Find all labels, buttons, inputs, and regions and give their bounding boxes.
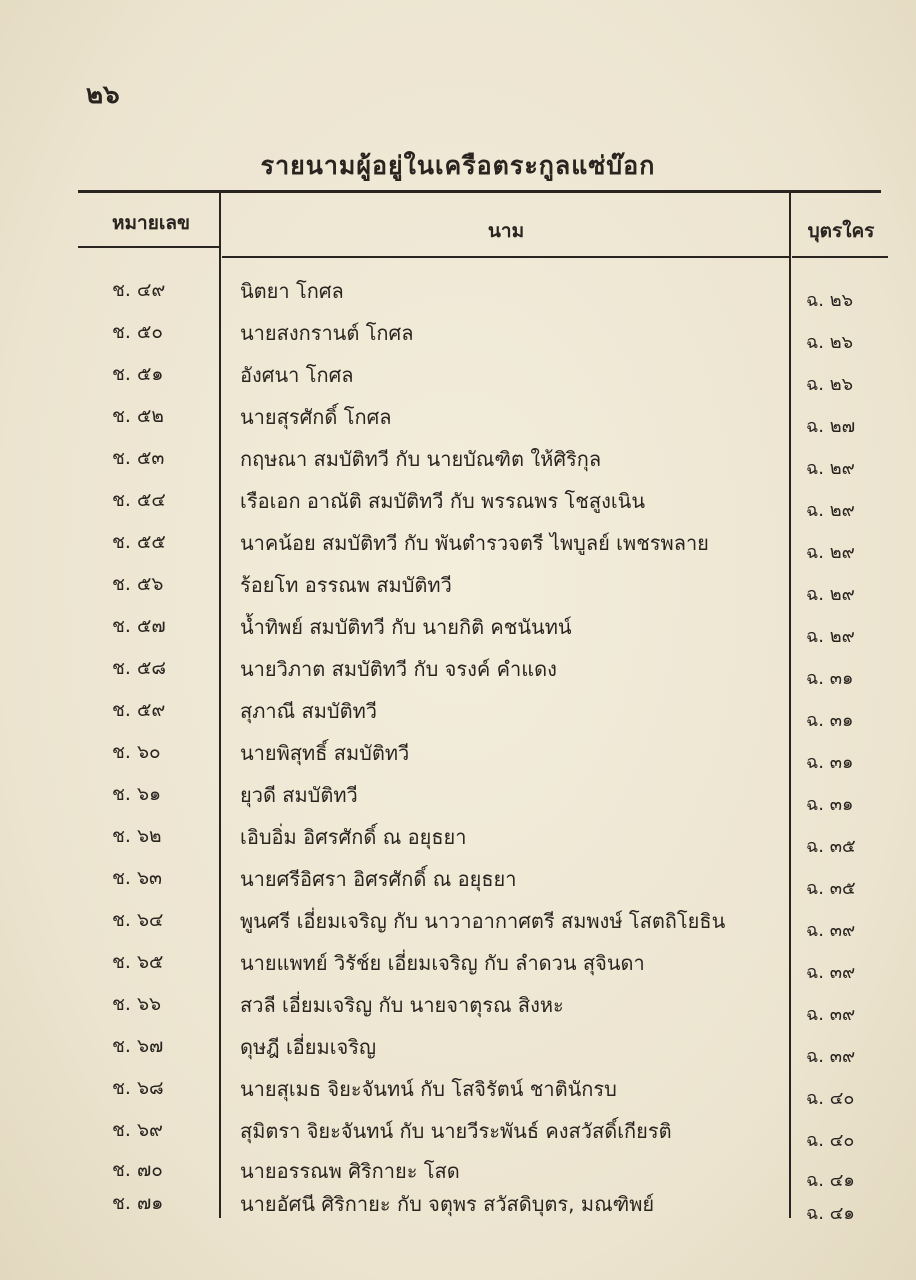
row-name: เอิบอิ่ม อิศรศักดิ์ ณ อยุธยา — [240, 825, 467, 849]
row-id: ช. ๖๑ — [112, 783, 162, 805]
row-name: ดุษฎี เอี่ยมเจริญ — [240, 1035, 377, 1059]
row-child-of: ฉ. ๓๑ — [806, 668, 854, 689]
row-id: ช. ๔๙ — [112, 279, 166, 301]
row-child-of: ฉ. ๒๖ — [806, 374, 853, 395]
row-child-of: ฉ. ๒๙ — [806, 626, 855, 647]
table-row — [0, 401, 916, 443]
header-rule-right — [792, 256, 888, 258]
row-name: กฤษณา สมบัติทวี กับ นายบัณฑิต ให้ศิริกุล — [240, 447, 602, 471]
row-name: นายอรรณพ ศิริกายะ โสด — [240, 1159, 460, 1183]
row-id: ช. ๗๑ — [112, 1192, 164, 1214]
row-name: น้ำทิพย์ สมบัติทวี กับ นายกิติ คชนันทน์ — [240, 615, 572, 639]
row-name: นายสุเมธ จิยะจันทน์ กับ โสจิรัตน์ ชาตินักรบ — [240, 1077, 617, 1101]
row-child-of: ฉ. ๒๙ — [806, 542, 855, 563]
row-name: ร้อยโท อรรณพ สมบัติทวี — [240, 573, 452, 597]
row-child-of: ฉ. ๓๙ — [806, 962, 856, 983]
header-rule-main — [222, 256, 790, 258]
row-child-of: ฉ. ๓๑ — [806, 710, 854, 731]
row-child-of: ฉ. ๒๙ — [806, 458, 855, 479]
table-row — [0, 611, 916, 653]
page-number: ๒๖ — [86, 80, 120, 110]
table-row — [0, 317, 916, 359]
row-child-of: ฉ. ๓๑ — [806, 794, 854, 815]
row-child-of: ฉ. ๒๙ — [806, 584, 855, 605]
row-name: นายวิภาต สมบัติทวี กับ จรงค์ คำแดง — [240, 657, 557, 681]
table-row — [0, 737, 916, 779]
row-id: ช. ๕๕ — [112, 531, 166, 553]
row-id: ช. ๗๐ — [112, 1159, 163, 1181]
table-row — [0, 1073, 916, 1115]
header-id: หมายเลข — [112, 212, 190, 234]
row-name: เรือเอก อาณัติ สมบัติทวี กับ พรรณพร โชสูงเนิน — [240, 489, 646, 513]
table-row — [0, 275, 916, 317]
row-id: ช. ๖๐ — [112, 741, 161, 763]
table-row — [0, 1188, 916, 1230]
row-id: ช. ๖๒ — [112, 825, 162, 847]
row-child-of: ฉ. ๓๑ — [806, 752, 854, 773]
row-name: นายศรีอิศรา อิศรศักดิ์ ณ อยุธยา — [240, 867, 517, 891]
row-id: ช. ๕๖ — [112, 573, 164, 595]
table-row — [0, 779, 916, 821]
row-child-of: ฉ. ๔๐ — [806, 1130, 855, 1151]
row-name: นายสงกรานต์ โกศล — [240, 321, 414, 345]
table-top-rule — [78, 190, 881, 193]
row-name: อังศนา โกศล — [240, 363, 354, 387]
header-rule-left — [78, 246, 220, 248]
table-row — [0, 527, 916, 569]
row-id: ช. ๖๗ — [112, 1035, 164, 1057]
row-id: ช. ๕๗ — [112, 615, 166, 637]
table-row — [0, 569, 916, 611]
table-row — [0, 443, 916, 485]
row-child-of: ฉ. ๒๗ — [806, 416, 856, 437]
table-row — [0, 653, 916, 695]
row-child-of: ฉ. ๔๑ — [806, 1170, 855, 1191]
row-name: พูนศรี เอี่ยมเจริญ กับ นาวาอากาศตรี สมพงษ์ โสตถิโยธิน — [240, 909, 726, 933]
row-child-of: ฉ. ๓๕ — [806, 836, 856, 857]
page-title: รายนามผู้อยู่ในเครือตระกูลแซ่บ๊อก — [260, 151, 656, 180]
row-name: นาคน้อย สมบัติทวี กับ พันตำรวจตรี ไพบูลย์ เพชรพลาย — [240, 531, 709, 555]
row-id: ช. ๕๙ — [112, 699, 166, 721]
table-row — [0, 695, 916, 737]
row-name: นายแพทย์ วิรัช์ย เอี่ยมเจริญ กับ ลำดวน สุจินดา — [240, 951, 645, 975]
row-child-of: ฉ. ๒๖ — [806, 290, 853, 311]
row-child-of: ฉ. ๒๖ — [806, 332, 853, 353]
header-child-of: บุตรใคร — [807, 220, 875, 242]
row-name: สุภาณี สมบัติทวี — [240, 699, 378, 723]
row-id: ช. ๖๔ — [112, 909, 164, 931]
row-name: สวลี เอี่ยมเจริญ กับ นายจาตุรณ สิงหะ — [240, 993, 564, 1017]
table-row — [0, 947, 916, 989]
table-row — [0, 1115, 916, 1157]
table-row — [0, 359, 916, 401]
row-child-of: ฉ. ๓๙ — [806, 920, 856, 941]
row-id: ช. ๕๔ — [112, 489, 166, 511]
row-child-of: ฉ. ๓๕ — [806, 878, 856, 899]
header-name: นาม — [487, 220, 525, 242]
table-row — [0, 1031, 916, 1073]
row-name: นายอัศนี ศิริกายะ กับ จตุพร สวัสดิบุตร, มณฑิพย์ — [240, 1192, 655, 1216]
table-row — [0, 905, 916, 947]
table-row — [0, 485, 916, 527]
row-id: ช. ๖๖ — [112, 993, 162, 1015]
row-id: ช. ๕๑ — [112, 363, 164, 385]
row-child-of: ฉ. ๒๙ — [806, 500, 855, 521]
row-child-of: ฉ. ๔๑ — [806, 1203, 855, 1224]
row-name: ยุวดี สมบัติทวี — [240, 783, 358, 807]
table-row — [0, 863, 916, 905]
row-name: นิตยา โกศล — [240, 279, 344, 303]
row-id: ช. ๕๒ — [112, 405, 164, 427]
table-row — [0, 989, 916, 1031]
row-name: นายสุรศักดิ์ โกศล — [240, 405, 392, 429]
row-id: ช. ๖๕ — [112, 951, 164, 973]
row-name: นายพิสุทธิ์ สมบัติทวี — [240, 741, 410, 765]
row-name: สุมิตรา จิยะจันทน์ กับ นายวีระพันธ์ คงสวัสดิ์เกียรติ — [240, 1119, 672, 1143]
row-id: ช. ๖๙ — [112, 1119, 163, 1141]
row-id: ช. ๕๘ — [112, 657, 167, 679]
row-child-of: ฉ. ๓๙ — [806, 1004, 856, 1025]
row-id: ช. ๖๘ — [112, 1077, 164, 1099]
row-id: ช. ๖๓ — [112, 867, 163, 889]
table-row — [0, 821, 916, 863]
row-id: ช. ๕๓ — [112, 447, 165, 469]
row-child-of: ฉ. ๓๙ — [806, 1046, 856, 1067]
row-id: ช. ๕๐ — [112, 321, 163, 343]
row-child-of: ฉ. ๔๐ — [806, 1088, 855, 1109]
